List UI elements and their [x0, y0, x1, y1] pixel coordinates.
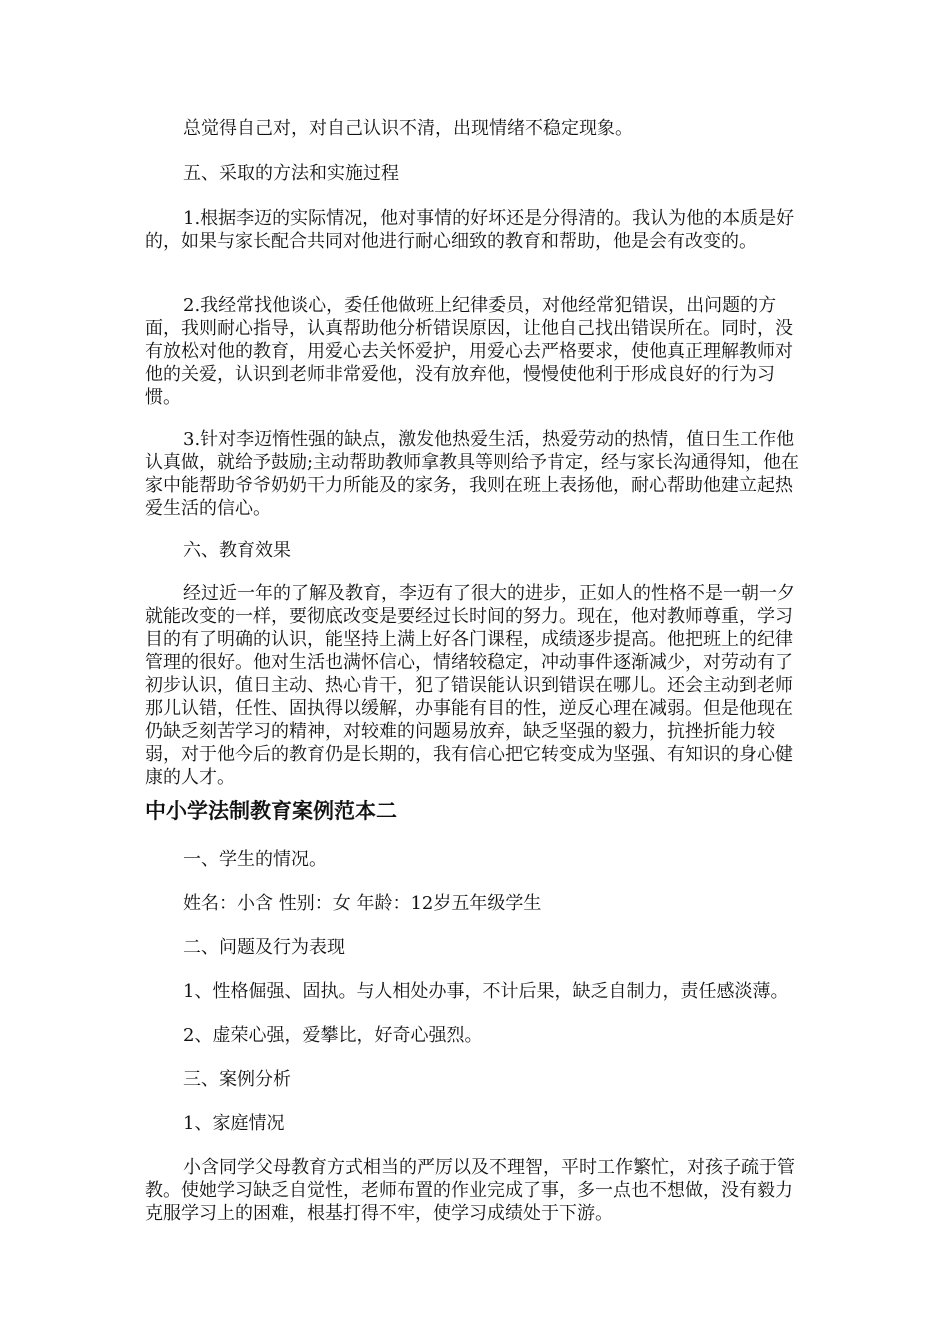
paragraph: 2.我经常找他谈心，委任他做班上纪律委员，对他经常犯错误，出问题的方面，我则耐心指导，认真帮助他分析错误原因，让他自己找出错误所在。同时，没有放松对他的教育，用爱心去关怀爱护，用爱心去严格要求，使他真正理解教师对他的关爱，认识到老师非常爱他，没有放弃他，慢慢使他利于形成良好的行为习惯。: [145, 295, 793, 408]
section-heading: 中小学法制教育案例范本二: [145, 799, 397, 823]
paragraph: 1、性格倔强、固执。与人相处办事，不计后果，缺乏自制力，责任感淡薄。: [183, 981, 789, 1002]
paragraph: 经过近一年的了解及教育，李迈有了很大的进步，正如人的性格不是一朝一夕就能改变的一样，要彻底改变是要经过长时间的努力。现在，他对教师尊重，学习目的有了明确的认识，能坚持上满上好各门课程，成绩逐步提高。他把班上的纪律管理的很好。他对生活也满怀信心，情绪较稳定，冲动事件逐渐减少，对劳动有了初步认识，值日主动、热心肯干，犯了错误能认识到错误在哪儿。还会主动到老师那儿认错，任性、固执得以缓解，办事能有目的性，逆反心理在减弱。但是他现在仍缺乏刻苦学习的精神，对较难的问题易放弃，缺乏坚强的毅力，抗挫折能力较弱，对于他今后的教育仍是长期的，我有信心把它转变成为坚强、有知识的身心健康的人才。: [145, 583, 795, 788]
paragraph: 1.根据李迈的实际情况，他对事情的好坏还是分得清的。我认为他的本质是好的，如果与家长配合共同对他进行耐心细致的教育和帮助，他是会有改变的。: [145, 208, 795, 252]
section-subheading: 六、教育效果: [183, 540, 291, 561]
paragraph: 姓名：小含 性别：女 年龄：12岁五年级学生: [183, 893, 542, 914]
paragraph: 总觉得自己对，对自己认识不清，出现情绪不稳定现象。: [183, 118, 633, 139]
section-subheading: 三、案例分析: [183, 1069, 291, 1090]
section-subheading: 二、问题及行为表现: [183, 937, 345, 958]
paragraph: 2、虚荣心强，爱攀比，好奇心强烈。: [183, 1025, 483, 1046]
section-subheading: 一、学生的情况。: [183, 849, 327, 870]
section-subheading: 1、家庭情况: [183, 1113, 285, 1134]
section-subheading: 五、采取的方法和实施过程: [183, 163, 399, 184]
paragraph: 小含同学父母教育方式相当的严厉以及不理智，平时工作繁忙，对孩子疏于管教。使她学习缺乏自觉性，老师布置的作业完成了事，多一点也不想做，没有毅力克服学习上的困难，根基打得不牢，使学习成绩处于下游。: [145, 1157, 795, 1224]
paragraph: 3.针对李迈惰性强的缺点，激发他热爱生活，热爱劳动的热情，值日生工作他认真做，就给予鼓励;主动帮助教师拿教具等则给予肯定，经与家长沟通得知，他在家中能帮助爷爷奶奶干力所能及的家务，我则在班上表扬他，耐心帮助他建立起热爱生活的信心。: [145, 429, 800, 519]
